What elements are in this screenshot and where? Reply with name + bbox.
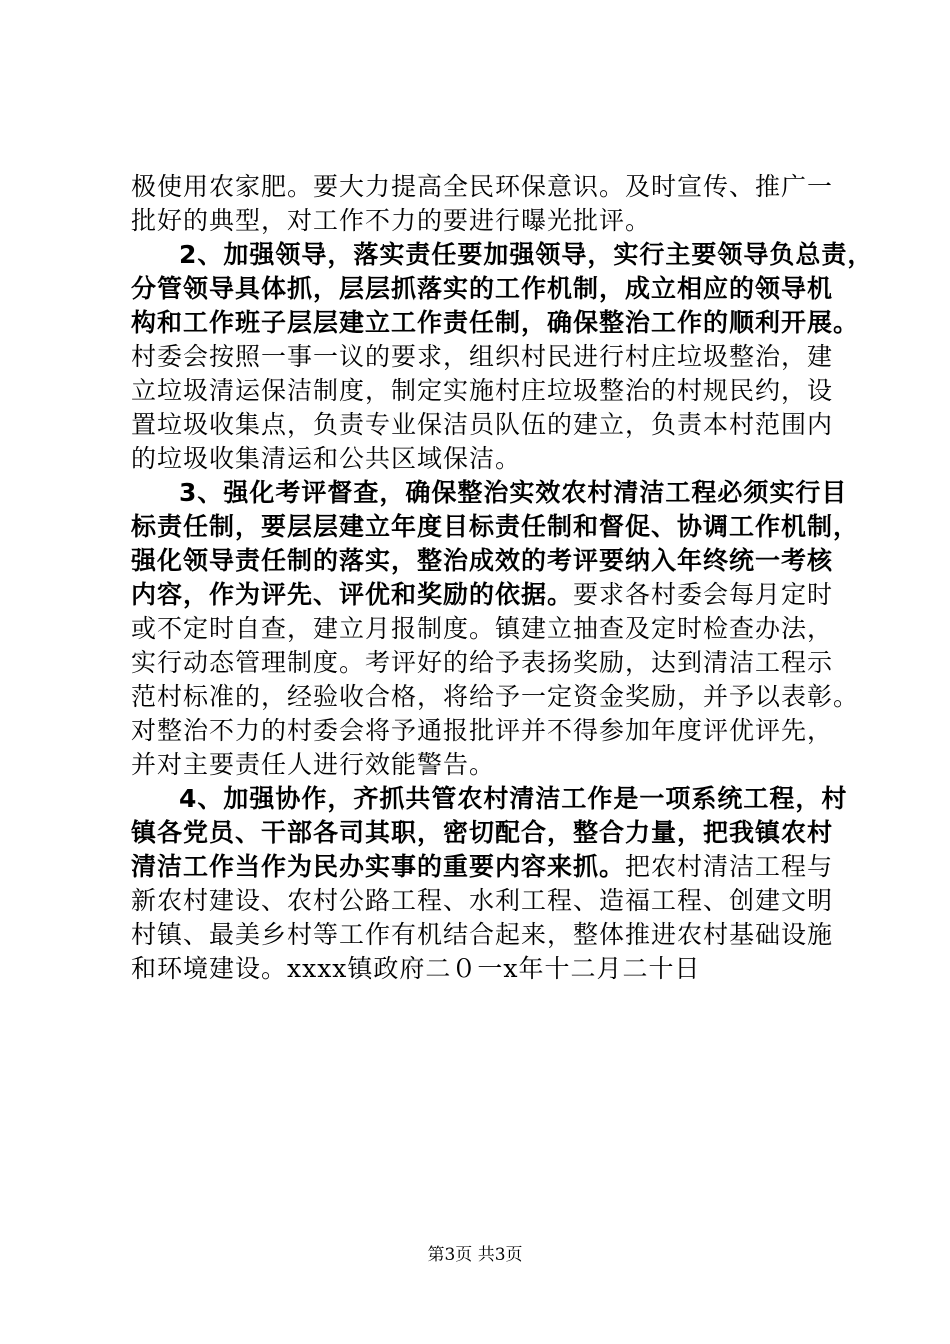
text-line [131, 952, 851, 986]
text-line [131, 714, 851, 748]
text-run: 新农村建设、农村公路工程、水利工程、造福工程、创建文明 [131, 886, 834, 915]
text-run: 置垃圾收集点，负责专业保洁员队伍的建立，负责本村范围内 [131, 410, 834, 439]
paragraph-4 [131, 782, 851, 986]
text-line [131, 816, 851, 850]
text-run: 并对主要责任人进行效能警告。 [131, 750, 496, 779]
text-line [131, 408, 851, 442]
text-line [131, 238, 874, 272]
text-run: 或不定时自查，建立月报制度。镇建立抽查及定时检查办法， [131, 614, 834, 643]
text-line [131, 476, 851, 510]
page-footer [0, 1243, 950, 1267]
heading-run: 内容，作为评先、评优和奖励的依据。 [131, 580, 574, 609]
text-run: 极使用农家肥。要大力提高全民环保意识。及时宣传、推广一 [131, 172, 834, 201]
text-run: 和环境建设。xxxx镇政府二０一x年十二月二十日 [131, 954, 701, 983]
text-line [131, 340, 851, 374]
text-run: 实行动态管理制度。考评好的给予表扬奖励，达到清洁工程示 [131, 648, 834, 677]
text-line [131, 748, 851, 782]
text-line [131, 680, 860, 714]
text-run: 批好的典型，对工作不力的要进行曝光批评。 [131, 206, 652, 235]
text-line [131, 510, 860, 544]
text-run: 的垃圾收集清运和公共区域保洁。 [131, 444, 522, 473]
heading-run: 镇各党员、干部各司其职，密切配合，整合力量，把我镇农村 [131, 818, 834, 847]
text-line [131, 306, 860, 340]
text-line [131, 918, 851, 952]
heading-run: 清洁工作当作为民办实事的重要内容来抓。 [131, 852, 626, 881]
text-line [131, 374, 851, 408]
text-line [131, 578, 851, 612]
paragraph-2 [131, 238, 874, 476]
text-line [131, 850, 851, 884]
text-line [131, 782, 851, 816]
paragraph-3 [131, 476, 860, 782]
heading-run: 构和工作班子层层建立工作责任制，确保整治工作的顺利开展。 [131, 308, 860, 337]
page-number: 第3页 共3页 [427, 1245, 523, 1265]
paragraph-1 [131, 170, 851, 238]
text-line [131, 544, 851, 578]
heading-run: 分管领导具体抓，层层抓落实的工作机制，成立相应的领导机 [131, 274, 834, 303]
text-run: 村委会按照一事一议的要求，组织村民进行村庄垃圾整治，建 [131, 342, 834, 371]
text-line [131, 646, 851, 680]
text-line [131, 170, 851, 204]
text-run: 把农村清洁工程与 [625, 852, 834, 881]
text-line [131, 884, 851, 918]
text-line [131, 612, 851, 646]
text-run: 对整治不力的村委会将予通报批评并不得参加年度评优评先， [131, 716, 834, 745]
text-run: 村镇、最美乡村等工作有机结合起来，整体推进农村基础设施 [131, 920, 834, 949]
text-run: 立垃圾清运保洁制度，制定实施村庄垃圾整治的村规民约，设 [131, 376, 834, 405]
text-run: 范村标准的，经验收合格，将给予一定资金奖励，并予以表彰。 [131, 682, 860, 711]
document-body [131, 170, 874, 986]
heading-run: 强化领导责任制的落实，整治成效的考评要纳入年终统一考核 [131, 546, 834, 575]
text-line [131, 272, 851, 306]
text-run: 要求各村委会每月定时 [573, 580, 834, 609]
heading-run: 4、加强协作，齐抓共管农村清洁工作是一项系统工程，村 [179, 784, 848, 813]
text-line [131, 442, 851, 476]
heading-run: 3、强化考评督查，确保整治实效农村清洁工程必须实行目 [179, 478, 848, 507]
heading-run: 标责任制，要层层建立年度目标责任制和督促、协调工作机制， [131, 512, 860, 541]
text-line [131, 204, 851, 238]
heading-run: 2、加强领导，落实责任要加强领导，实行主要领导负总责， [179, 240, 874, 269]
